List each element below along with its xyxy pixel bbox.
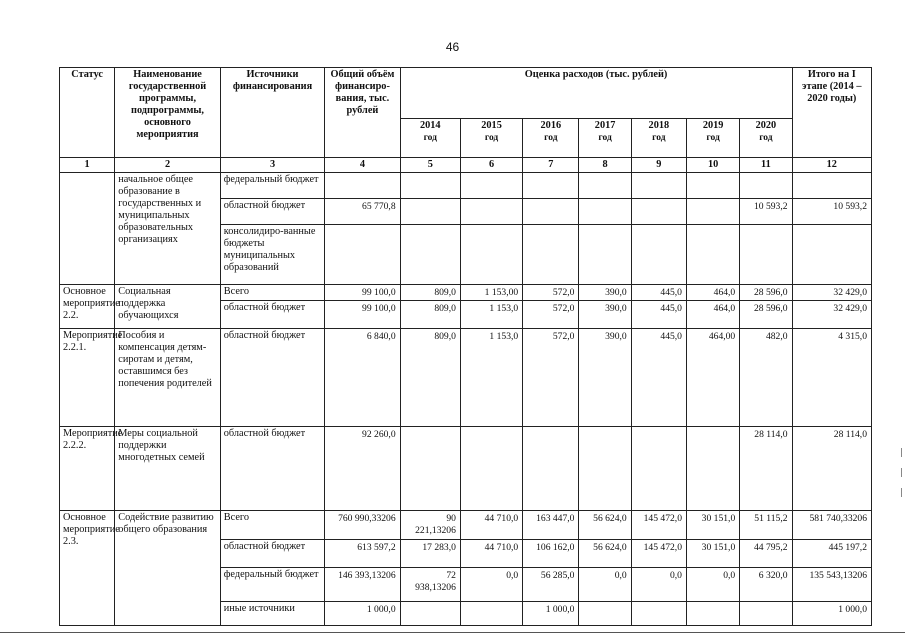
year-amount-cell bbox=[523, 225, 579, 285]
year-amount-cell: 30 151,0 bbox=[686, 511, 739, 540]
column-number: 3 bbox=[220, 158, 325, 173]
year-amount-cell bbox=[686, 199, 739, 225]
year-amount-cell bbox=[740, 225, 792, 285]
year-amount-cell: 10 593,2 bbox=[740, 199, 792, 225]
year-amount-cell bbox=[460, 225, 522, 285]
row-name-cell: Пособия и компенсация детям-сиротам и детям, оставшимся без попечения родителей bbox=[115, 329, 221, 427]
budget-table bbox=[59, 67, 872, 626]
year-amount-cell bbox=[631, 173, 686, 199]
funding-source-cell: федеральный бюджет bbox=[220, 173, 325, 199]
year-amount-cell bbox=[523, 199, 579, 225]
year-amount-cell: 0,0 bbox=[631, 568, 686, 602]
column-number: 9 bbox=[631, 158, 686, 173]
stage-total-cell: 4 315,0 bbox=[792, 329, 871, 427]
row-name-cell: Социальная поддержка обучающихся bbox=[115, 285, 221, 329]
column-number: 1 bbox=[60, 158, 115, 173]
year-amount-cell bbox=[686, 427, 739, 511]
year-amount-cell: 28 596,0 bbox=[740, 301, 792, 329]
year-amount-cell: 464,0 bbox=[686, 285, 739, 301]
year-amount-cell: 0,0 bbox=[686, 568, 739, 602]
stage-total-cell bbox=[792, 225, 871, 285]
year-amount-cell bbox=[460, 199, 522, 225]
year-amount-cell: 572,0 bbox=[523, 301, 579, 329]
year-amount-cell: 464,0 bbox=[686, 301, 739, 329]
year-amount-cell: 145 472,0 bbox=[631, 511, 686, 540]
page-bottom-border bbox=[0, 632, 905, 633]
total-amount-cell: 760 990,33206 bbox=[325, 511, 400, 540]
year-amount-cell: 56 285,0 bbox=[523, 568, 579, 602]
column-number: 2 bbox=[115, 158, 221, 173]
column-number: 12 bbox=[792, 158, 871, 173]
year-amount-cell: 163 447,0 bbox=[523, 511, 579, 540]
year-amount-cell: 809,0 bbox=[400, 285, 460, 301]
year-amount-cell: 44 710,0 bbox=[460, 511, 522, 540]
year-amount-cell: 30 151,0 bbox=[686, 540, 739, 568]
table-body bbox=[60, 173, 872, 626]
year-amount-cell bbox=[579, 602, 631, 626]
table-row bbox=[60, 285, 872, 301]
year-amount-cell bbox=[631, 225, 686, 285]
funding-source-cell: Всего bbox=[220, 511, 325, 540]
year-amount-cell: 28 114,0 bbox=[740, 427, 792, 511]
stage-total-cell: 581 740,33206 bbox=[792, 511, 871, 540]
funding-source-cell: областной бюджет bbox=[220, 540, 325, 568]
year-amount-cell: 56 624,0 bbox=[579, 540, 631, 568]
scan-edge-mark bbox=[901, 468, 902, 477]
stage-total-cell: 10 593,2 bbox=[792, 199, 871, 225]
total-amount-cell bbox=[325, 225, 400, 285]
stage-total-cell: 445 197,2 bbox=[792, 540, 871, 568]
header-sources: Источники финансирования bbox=[220, 68, 325, 158]
column-number: 6 bbox=[460, 158, 522, 173]
column-number: 5 bbox=[400, 158, 460, 173]
funding-source-cell: областной бюджет bbox=[220, 427, 325, 511]
stage-total-cell bbox=[792, 173, 871, 199]
header-year: 2017 год bbox=[579, 119, 631, 158]
total-amount-cell: 92 260,0 bbox=[325, 427, 400, 511]
header-year: 2015 год bbox=[460, 119, 522, 158]
total-amount-cell: 99 100,0 bbox=[325, 301, 400, 329]
year-amount-cell: 44 795,2 bbox=[740, 540, 792, 568]
year-amount-cell: 145 472,0 bbox=[631, 540, 686, 568]
year-amount-cell bbox=[579, 199, 631, 225]
total-amount-cell: 99 100,0 bbox=[325, 285, 400, 301]
year-amount-cell bbox=[631, 199, 686, 225]
scan-edge-mark bbox=[901, 488, 902, 497]
column-number: 4 bbox=[325, 158, 400, 173]
year-amount-cell bbox=[460, 602, 522, 626]
year-amount-cell: 1 153,00 bbox=[460, 285, 522, 301]
row-status-cell bbox=[60, 173, 115, 285]
header-stage-total: Итого на I этапе (2014 – 2020 годы) bbox=[792, 68, 871, 158]
year-amount-cell: 28 596,0 bbox=[740, 285, 792, 301]
stage-total-cell: 32 429,0 bbox=[792, 301, 871, 329]
table-row bbox=[60, 511, 872, 540]
row-status-cell: Мероприятие 2.2.1. bbox=[60, 329, 115, 427]
stage-total-cell: 28 114,0 bbox=[792, 427, 871, 511]
funding-source-cell: Всего bbox=[220, 285, 325, 301]
row-status-cell: Основное мероприятие 2.2. bbox=[60, 285, 115, 329]
year-amount-cell: 1 153,0 bbox=[460, 301, 522, 329]
column-number: 7 bbox=[523, 158, 579, 173]
year-amount-cell bbox=[686, 225, 739, 285]
year-amount-cell: 572,0 bbox=[523, 329, 579, 427]
stage-total-cell: 32 429,0 bbox=[792, 285, 871, 301]
table-row bbox=[60, 427, 872, 511]
header-year: 2019 год bbox=[686, 119, 739, 158]
funding-source-cell: областной бюджет bbox=[220, 199, 325, 225]
year-amount-cell bbox=[523, 173, 579, 199]
column-numbers-row bbox=[60, 158, 872, 173]
year-amount-cell: 44 710,0 bbox=[460, 540, 522, 568]
stage-total-cell: 1 000,0 bbox=[792, 602, 871, 626]
table-row bbox=[60, 329, 872, 427]
total-amount-cell: 65 770,8 bbox=[325, 199, 400, 225]
funding-source-cell: областной бюджет bbox=[220, 301, 325, 329]
year-amount-cell bbox=[400, 199, 460, 225]
header-status: Статус bbox=[60, 68, 115, 158]
funding-source-cell: консолидиро-ванные бюджеты муниципальных образований bbox=[220, 225, 325, 285]
total-amount-cell: 613 597,2 bbox=[325, 540, 400, 568]
row-status-cell: Мероприятие 2.2.2. bbox=[60, 427, 115, 511]
header-name: Наименование государственной программы, подпрограммы, основного мероприятия bbox=[115, 68, 221, 158]
year-amount-cell: 445,0 bbox=[631, 301, 686, 329]
year-amount-cell: 56 624,0 bbox=[579, 511, 631, 540]
year-amount-cell: 809,0 bbox=[400, 329, 460, 427]
header-total: Общий объём финансиро-вания, тыс. рублей bbox=[325, 68, 400, 158]
year-amount-cell: 390,0 bbox=[579, 329, 631, 427]
column-number: 11 bbox=[740, 158, 792, 173]
year-amount-cell bbox=[460, 173, 522, 199]
funding-source-cell: федеральный бюджет bbox=[220, 568, 325, 602]
year-amount-cell: 1 153,0 bbox=[460, 329, 522, 427]
year-amount-cell: 0,0 bbox=[579, 568, 631, 602]
year-amount-cell: 90 221,13206 bbox=[400, 511, 460, 540]
year-amount-cell bbox=[400, 427, 460, 511]
year-amount-cell bbox=[631, 602, 686, 626]
header-estimate: Оценка расходов (тыс. рублей) bbox=[400, 68, 792, 119]
year-amount-cell bbox=[631, 427, 686, 511]
year-amount-cell bbox=[740, 173, 792, 199]
year-amount-cell: 390,0 bbox=[579, 285, 631, 301]
header-year: 2014 год bbox=[400, 119, 460, 158]
year-amount-cell: 106 162,0 bbox=[523, 540, 579, 568]
year-amount-cell bbox=[579, 225, 631, 285]
row-status-cell: Основное мероприятие 2.3. bbox=[60, 511, 115, 626]
table-row bbox=[60, 173, 872, 199]
year-amount-cell: 0,0 bbox=[460, 568, 522, 602]
year-amount-cell bbox=[579, 427, 631, 511]
year-amount-cell bbox=[686, 173, 739, 199]
year-amount-cell: 464,00 bbox=[686, 329, 739, 427]
funding-source-cell: иные источники bbox=[220, 602, 325, 626]
header-year: 2016 год bbox=[523, 119, 579, 158]
funding-source-cell: областной бюджет bbox=[220, 329, 325, 427]
year-amount-cell bbox=[400, 225, 460, 285]
year-amount-cell: 390,0 bbox=[579, 301, 631, 329]
stage-total-cell: 135 543,13206 bbox=[792, 568, 871, 602]
year-amount-cell bbox=[400, 173, 460, 199]
year-amount-cell: 809,0 bbox=[400, 301, 460, 329]
header-year: 2020 год bbox=[740, 119, 792, 158]
year-amount-cell: 51 115,2 bbox=[740, 511, 792, 540]
year-amount-cell: 72 938,13206 bbox=[400, 568, 460, 602]
row-name-cell: Содействие развитию общего образования bbox=[115, 511, 221, 626]
year-amount-cell bbox=[579, 173, 631, 199]
year-amount-cell bbox=[460, 427, 522, 511]
column-number: 8 bbox=[579, 158, 631, 173]
year-amount-cell: 482,0 bbox=[740, 329, 792, 427]
year-amount-cell: 1 000,0 bbox=[523, 602, 579, 626]
year-amount-cell bbox=[740, 602, 792, 626]
year-amount-cell bbox=[400, 602, 460, 626]
year-amount-cell: 6 320,0 bbox=[740, 568, 792, 602]
year-amount-cell bbox=[686, 602, 739, 626]
page-number: 46 bbox=[445, 40, 460, 54]
total-amount-cell: 146 393,13206 bbox=[325, 568, 400, 602]
row-name-cell: Меры социальной поддержки многодетных семей bbox=[115, 427, 221, 511]
column-number: 10 bbox=[686, 158, 739, 173]
table-header bbox=[60, 68, 872, 173]
year-amount-cell: 572,0 bbox=[523, 285, 579, 301]
scan-edge-mark bbox=[901, 448, 902, 457]
row-name-cell: начальное общее образование в государственных и муниципальных образовательных организациях bbox=[115, 173, 221, 285]
total-amount-cell: 6 840,0 bbox=[325, 329, 400, 427]
year-amount-cell: 445,0 bbox=[631, 285, 686, 301]
year-amount-cell bbox=[523, 427, 579, 511]
total-amount-cell: 1 000,0 bbox=[325, 602, 400, 626]
year-amount-cell: 445,0 bbox=[631, 329, 686, 427]
year-amount-cell: 17 283,0 bbox=[400, 540, 460, 568]
total-amount-cell bbox=[325, 173, 400, 199]
header-year: 2018 год bbox=[631, 119, 686, 158]
